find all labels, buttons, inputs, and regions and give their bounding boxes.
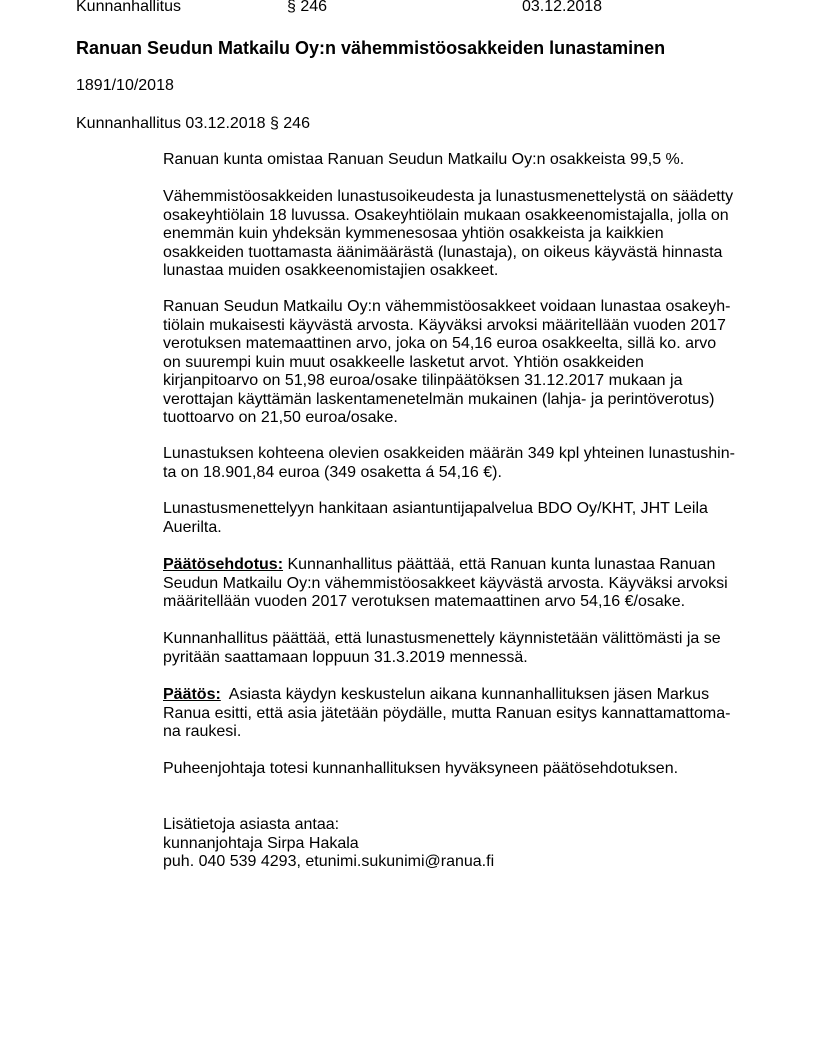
- paragraph-decision-outcome: [163, 760, 678, 779]
- text-line: verottajan käyttämän laskentamenetelmän mukainen (lahja- ja perintöverotus): [163, 390, 715, 408]
- paragraph-decision: [163, 686, 730, 742]
- paragraph-valuation: [163, 298, 730, 428]
- text-line: Asiasta käydyn keskustelun aikana kunnanhallituksen jäsen Markus: [220, 686, 710, 703]
- text-line: Seudun Matkailu Oy:n vähemmistöosakkeet käyvästä arvosta. Käyväksi arvoksi: [163, 574, 728, 592]
- header-section: § 246: [287, 0, 328, 15]
- text-line: Puheenjohtaja totesi kunnanhallituksen hyväksyneen päätösehdotuksen.: [163, 760, 679, 777]
- text-line: osakeyhtiölain 18 luvussa. Osakeyhtiölain mukaan osakkeenomistajalla, jolla on: [163, 206, 729, 224]
- proposal-label: Päätösehdotus:: [163, 556, 284, 573]
- document-title: Ranuan Seudun Matkailu Oy:n vähemmistöosakkeiden lunastaminen: [76, 38, 666, 58]
- text-line: kirjanpitoarvo on 51,98 euroa/osake tilinpäätöksen 31.12.2017 mukaan ja: [163, 372, 683, 389]
- header-date: 03.12.2018: [522, 0, 603, 15]
- text-line: ta on 18.901,84 euroa (349 osaketta á 54,16 €).: [163, 463, 502, 481]
- paragraph-ownership: [163, 151, 684, 170]
- text-line: tuottoarvo on 21,50 euroa/osake.: [163, 409, 398, 426]
- text-line: Ranua esitti, että asia jätetään pöydälle, mutta Ranuan esitys kannattamattoma-: [163, 704, 731, 722]
- contact-heading: Lisätietoja asiasta antaa:: [163, 816, 340, 833]
- paragraph-expert-service: [163, 500, 708, 537]
- contact-details: puh. 040 539 4293, etunimi.sukunimi@ranua.fi: [163, 853, 495, 870]
- text-line: Ranuan Seudun Matkailu Oy:n vähemmistöosakkeet voidaan lunastaa osakeyh-: [163, 298, 731, 315]
- paragraph-proposal-schedule: [163, 630, 721, 667]
- text-line: on suurempi kuin muut osakkeelle lasketut arvot. Yhtiön osakkeiden: [163, 353, 644, 371]
- text-line: määritellään vuoden 2017 verotuksen matemaattinen arvo 54,16 €/osake.: [163, 593, 686, 610]
- text-line: Auerilta.: [163, 518, 222, 536]
- record-number: 1891/10/2018: [76, 77, 174, 94]
- text-line: osakkeiden tuottamasta äänimäärästä (lunastaja), on oikeus käyvästä hinnasta: [163, 243, 723, 261]
- text-line: tiölain mukaisesti käyvästä arvosta. Käyväksi arvoksi määritellään vuoden 2017: [163, 316, 726, 334]
- text-line: na raukesi.: [163, 723, 242, 740]
- text-line: pyritään saattamaan loppuun 31.3.2019 mennessä.: [163, 648, 528, 666]
- header-body: Kunnanhallitus: [76, 0, 181, 15]
- meeting-reference: Kunnanhallitus 03.12.2018 § 246: [76, 115, 310, 132]
- text-line: verotuksen matemaattinen arvo, joka on 54,16 euroa osakkeelta, sillä ko. arvo: [163, 335, 717, 352]
- paragraph-proposal: [163, 556, 728, 612]
- text-line: Kunnanhallitus päättää, että lunastusmenettely käynnistetään välittömästi ja se: [163, 630, 721, 647]
- text-line: lunastaa muiden osakkeenomistajien osakkeet.: [163, 262, 499, 279]
- paragraph-legal-basis: [163, 188, 733, 281]
- decision-label: Päätös:: [163, 686, 221, 703]
- contact-info: [163, 816, 494, 872]
- contact-person: kunnanjohtaja Sirpa Hakala: [163, 834, 359, 852]
- text-line: Ranuan kunta omistaa Ranuan Seudun Matkailu Oy:n osakkeista 99,5 %.: [163, 151, 685, 168]
- text-line: enemmän kuin yhdeksän kymmenesosaa yhtiön osakkeista ja kaikkien: [163, 225, 664, 242]
- text-line: Lunastuksen kohteena olevien osakkeiden määrän 349 kpl yhteinen lunastushin-: [163, 445, 735, 462]
- text-line: Vähemmistöosakkeiden lunastusoikeudesta ja lunastusmenettelystä on säädetty: [163, 188, 734, 205]
- text-line: Lunastusmenettelyyn hankitaan asiantuntijapalvelua BDO Oy/KHT, JHT Leila: [163, 500, 708, 517]
- paragraph-redemption-price: [163, 445, 735, 482]
- text-line: Kunnanhallitus päättää, että Ranuan kunta lunastaa Ranuan: [283, 556, 716, 573]
